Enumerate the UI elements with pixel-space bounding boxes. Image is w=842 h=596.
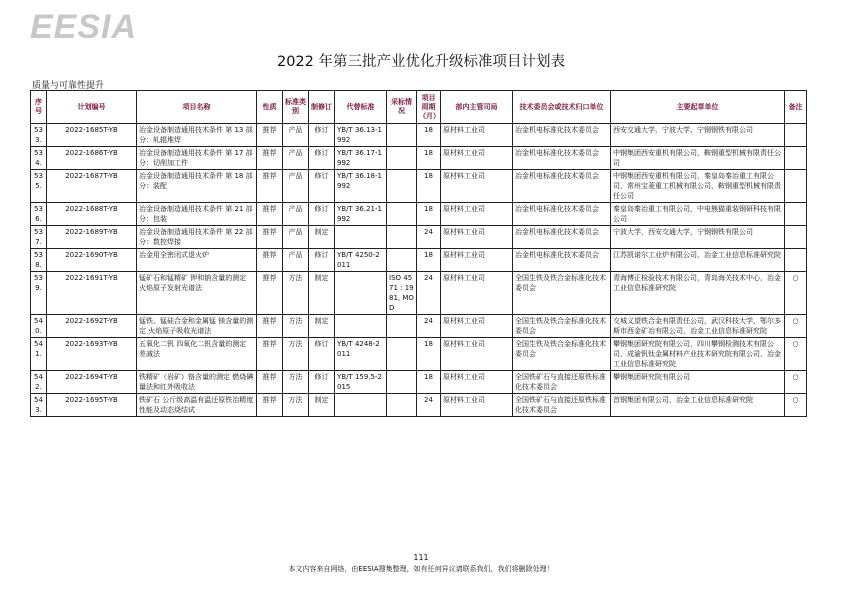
cell-drafter: 秦皇岛秦冶重工有限公司，中电熊猫重装钢研科技有限公司 — [611, 203, 785, 226]
cell-category: 产品 — [283, 147, 309, 170]
cell-dept: 原材料工业司 — [441, 170, 513, 203]
cell-rev: 制定 — [309, 394, 335, 417]
cell-tc: 冶金机电标准化技术委员会 — [513, 226, 611, 249]
cell-replace: YB/T 36.18-1992 — [335, 170, 387, 203]
cell-category: 方法 — [283, 371, 309, 394]
cell-period: 24 — [417, 272, 441, 315]
cell-note — [785, 147, 807, 170]
cell-drafter: 宁波大学，西安交通大学，宁钢钢铁有限公司 — [611, 226, 785, 249]
column-header: 代替标准 — [335, 91, 387, 124]
cell-tc: 冶金机电标准化技术委员会 — [513, 249, 611, 272]
table-header — [31, 91, 807, 124]
cell-category: 产品 — [283, 249, 309, 272]
category-label: 质量与可靠性提升 — [32, 81, 105, 91]
cell-tc: 冶金机电标准化技术委员会 — [513, 124, 611, 147]
cell-adopt — [387, 124, 417, 147]
cell-rev: 修订 — [309, 124, 335, 147]
cell-no: 536. — [31, 203, 47, 226]
column-header: 项目周期（月） — [417, 91, 441, 124]
cell-replace: YB/T 159.5-2015 — [335, 371, 387, 394]
cell-nature: 推荐 — [257, 170, 283, 203]
table-row — [31, 272, 807, 315]
cell-category: 产品 — [283, 124, 309, 147]
cell-replace — [335, 394, 387, 417]
cell-adopt — [387, 249, 417, 272]
cell-name: 冶金设备制造通用技术条件 第 13 部分：轧辊堆焊 — [137, 124, 257, 147]
cell-adopt — [387, 147, 417, 170]
cell-name: 冶金设备制造通用技术条件 第 22 部分：数控焊接 — [137, 226, 257, 249]
cell-replace: YB/T 36.17-1992 — [335, 147, 387, 170]
cell-adopt — [387, 203, 417, 226]
cell-period: 18 — [417, 203, 441, 226]
cell-drafter: 中钢集团西安重机有限公司，秦皇岛秦冶重工有限公司，常州宝菱重工机械有限公司，鞍钢重型机械有限责任公司 — [611, 170, 785, 203]
cell-name: 冶金用全密闭式退火炉 — [137, 249, 257, 272]
cell-period: 24 — [417, 315, 441, 338]
cell-dept: 原材料工业司 — [441, 371, 513, 394]
cell-code: 2022-1686T-YB — [47, 147, 137, 170]
column-header: 部内主管司局 — [441, 91, 513, 124]
cell-drafter: 中钢集团西安重机有限公司，鞍钢重型机械有限责任公司 — [611, 147, 785, 170]
cell-period: 24 — [417, 226, 441, 249]
cell-drafter: 首钢集团有限公司，冶金工业信息标准研究院 — [611, 394, 785, 417]
table-row — [31, 226, 807, 249]
cell-no: 539. — [31, 272, 47, 315]
cell-code: 2022-1692T-YB — [47, 315, 137, 338]
cell-adopt — [387, 170, 417, 203]
table-body — [31, 124, 807, 417]
column-header: 制修订 — [309, 91, 335, 124]
cell-no: 538. — [31, 249, 47, 272]
cell-drafter: 攀钢集团研究院有限公司，四川攀钢检测技术有限公司，成渝钒钛金属材料产业技术研究院有限公司，冶金工业信息标准研究院 — [611, 338, 785, 371]
cell-tc: 全国生铁及铁合金标准化技术委员会 — [513, 272, 611, 315]
cell-code: 2022-1690T-YB — [47, 249, 137, 272]
cell-adopt: ISO 4571 : 1981, MOD — [387, 272, 417, 315]
table-row — [31, 371, 807, 394]
column-header: 序号 — [31, 91, 47, 124]
cell-no: 535. — [31, 170, 47, 203]
cell-note: ○ — [785, 371, 807, 394]
cell-name: 锰矿石和锰精矿 钾和钠含量的测定 火焰原子发射光谱法 — [137, 272, 257, 315]
cell-category: 产品 — [283, 226, 309, 249]
cell-note — [785, 124, 807, 147]
cell-code: 2022-1693T-YB — [47, 338, 137, 371]
cell-rev: 制定 — [309, 226, 335, 249]
cell-category: 方法 — [283, 394, 309, 417]
cell-category: 方法 — [283, 272, 309, 315]
cell-period: 18 — [417, 338, 441, 371]
cell-code: 2022-1688T-YB — [47, 203, 137, 226]
cell-no: 533. — [31, 124, 47, 147]
table-header-row — [31, 91, 807, 124]
cell-note: ○ — [785, 338, 807, 371]
table-row — [31, 147, 807, 170]
cell-period: 18 — [417, 124, 441, 147]
cell-code: 2022-1685T-YB — [47, 124, 137, 147]
cell-dept: 原材料工业司 — [441, 147, 513, 170]
column-header: 性质 — [257, 91, 283, 124]
cell-nature: 推荐 — [257, 226, 283, 249]
cell-nature: 推荐 — [257, 203, 283, 226]
cell-code: 2022-1694T-YB — [47, 371, 137, 394]
cell-note: ○ — [785, 272, 807, 315]
cell-code: 2022-1691T-YB — [47, 272, 137, 315]
cell-rev: 制定 — [309, 315, 335, 338]
cell-rev: 修订 — [309, 203, 335, 226]
cell-no: 543. — [31, 394, 47, 417]
cell-note — [785, 249, 807, 272]
cell-drafter: 青海博正检验技术有限公司，青岛海关技术中心，冶金工业信息标准研究院 — [611, 272, 785, 315]
cell-replace — [335, 272, 387, 315]
column-header: 计划编号 — [47, 91, 137, 124]
cell-note — [785, 226, 807, 249]
cell-no: 542. — [31, 371, 47, 394]
cell-period: 24 — [417, 394, 441, 417]
footer-disclaimer: 本文内容来自网络，由EESIA搜集整理，如有任何异议请联系我们，我们将删除处理！ — [288, 565, 554, 573]
cell-nature: 推荐 — [257, 249, 283, 272]
cell-rev: 修订 — [309, 147, 335, 170]
cell-name: 冶金设备制造通用技术条件 第 17 部分：切削加工件 — [137, 147, 257, 170]
cell-name: 五氧化二钒 四氧化二钒含量的测定 差减法 — [137, 338, 257, 371]
cell-drafter: 江苏凯诺尔工业炉有限公司，冶金工业信息标准研究院 — [611, 249, 785, 272]
cell-name: 铁矿石 公斤级高温有温还原铁冶精度性能及动态烧结试 — [137, 394, 257, 417]
cell-replace: YB/T 36.13-1992 — [335, 124, 387, 147]
cell-tc: 全国铁矿石与直接还原铁标准化技术委员会 — [513, 371, 611, 394]
cell-note: ○ — [785, 315, 807, 338]
standards-plan-table — [30, 90, 807, 417]
cell-nature: 推荐 — [257, 371, 283, 394]
page-number: 111 — [413, 553, 429, 562]
cell-code: 2022-1689T-YB — [47, 226, 137, 249]
cell-nature: 推荐 — [257, 315, 283, 338]
cell-tc: 冶金机电标准化技术委员会 — [513, 170, 611, 203]
page-title: 2022 年第三批产业优化升级标准项目计划表 — [276, 54, 565, 70]
cell-period: 18 — [417, 371, 441, 394]
table-row — [31, 203, 807, 226]
cell-tc: 全国生铁及铁合金标准化技术委员会 — [513, 338, 611, 371]
cell-dept: 原材料工业司 — [441, 338, 513, 371]
column-header: 采标情况 — [387, 91, 417, 124]
cell-tc: 冶金机电标准化技术委员会 — [513, 147, 611, 170]
cell-period: 18 — [417, 147, 441, 170]
cell-rev: 修订 — [309, 338, 335, 371]
cell-replace: YB/T 4248-2011 — [335, 338, 387, 371]
cell-note — [785, 170, 807, 203]
cell-note — [785, 203, 807, 226]
cell-no: 540. — [31, 315, 47, 338]
cell-replace — [335, 226, 387, 249]
cell-no: 541. — [31, 338, 47, 371]
cell-code: 2022-1687T-YB — [47, 170, 137, 203]
cell-category: 方法 — [283, 315, 309, 338]
cell-note: ○ — [785, 394, 807, 417]
cell-nature: 推荐 — [257, 338, 283, 371]
cell-dept: 原材料工业司 — [441, 394, 513, 417]
table-row — [31, 249, 807, 272]
cell-name: 铁精矿（岩矿）铬含量的测定 燃烧碘量法和红外吸收法 — [137, 371, 257, 394]
cell-adopt — [387, 394, 417, 417]
cell-name: 锰铁、锰硅合金和金属锰 镁含量的测定 火焰原子吸收光谱法 — [137, 315, 257, 338]
cell-drafter: 交城义望铁合金有限责任公司，武汉科技大学，鄂尔多斯市西金矿冶有限公司，冶金工业信息标准研究院 — [611, 315, 785, 338]
column-header: 标准类别 — [283, 91, 309, 124]
column-header: 技术委员会或技术归口单位 — [513, 91, 611, 124]
table-row — [31, 124, 807, 147]
cell-no: 537. — [31, 226, 47, 249]
cell-dept: 原材料工业司 — [441, 315, 513, 338]
cell-category: 方法 — [283, 338, 309, 371]
cell-nature: 推荐 — [257, 147, 283, 170]
cell-name: 冶金设备制造通用技术条件 第 18 部分：装配 — [137, 170, 257, 203]
cell-rev: 制定 — [309, 272, 335, 315]
cell-adopt — [387, 371, 417, 394]
cell-drafter: 攀钢集团研究院有限公司 — [611, 371, 785, 394]
table-row — [31, 394, 807, 417]
table-row — [31, 315, 807, 338]
cell-replace: YB/T 36.21-1992 — [335, 203, 387, 226]
column-header: 备注 — [785, 91, 807, 124]
cell-rev: 修订 — [309, 170, 335, 203]
cell-dept: 原材料工业司 — [441, 124, 513, 147]
cell-tc: 全国生铁及铁合金标准化技术委员会 — [513, 315, 611, 338]
cell-period: 18 — [417, 249, 441, 272]
cell-category: 产品 — [283, 170, 309, 203]
cell-adopt — [387, 315, 417, 338]
column-header: 项目名称 — [137, 91, 257, 124]
table-row — [31, 338, 807, 371]
cell-rev: 修订 — [309, 371, 335, 394]
eesia-logo: EESIA — [30, 8, 138, 46]
cell-no: 534. — [31, 147, 47, 170]
cell-rev: 修订 — [309, 249, 335, 272]
cell-category: 产品 — [283, 203, 309, 226]
cell-adopt — [387, 338, 417, 371]
cell-name: 冶金设备制造通用技术条件 第 21 部分：包装 — [137, 203, 257, 226]
cell-tc: 全国铁矿石与直接还原铁标准化技术委员会 — [513, 394, 611, 417]
cell-code: 2022-1695T-YB — [47, 394, 137, 417]
cell-nature: 推荐 — [257, 272, 283, 315]
column-header: 主要起草单位 — [611, 91, 785, 124]
cell-nature: 推荐 — [257, 124, 283, 147]
cell-replace: YB/T 4250-2011 — [335, 249, 387, 272]
cell-dept: 原材料工业司 — [441, 249, 513, 272]
cell-replace — [335, 315, 387, 338]
cell-dept: 原材料工业司 — [441, 272, 513, 315]
cell-adopt — [387, 226, 417, 249]
cell-tc: 冶金机电标准化技术委员会 — [513, 203, 611, 226]
table-row — [31, 170, 807, 203]
cell-dept: 原材料工业司 — [441, 203, 513, 226]
cell-dept: 原材料工业司 — [441, 226, 513, 249]
cell-period: 18 — [417, 170, 441, 203]
cell-nature: 推荐 — [257, 394, 283, 417]
cell-drafter: 西安交通大学，宁波大学，宁钢钢铁有限公司 — [611, 124, 785, 147]
